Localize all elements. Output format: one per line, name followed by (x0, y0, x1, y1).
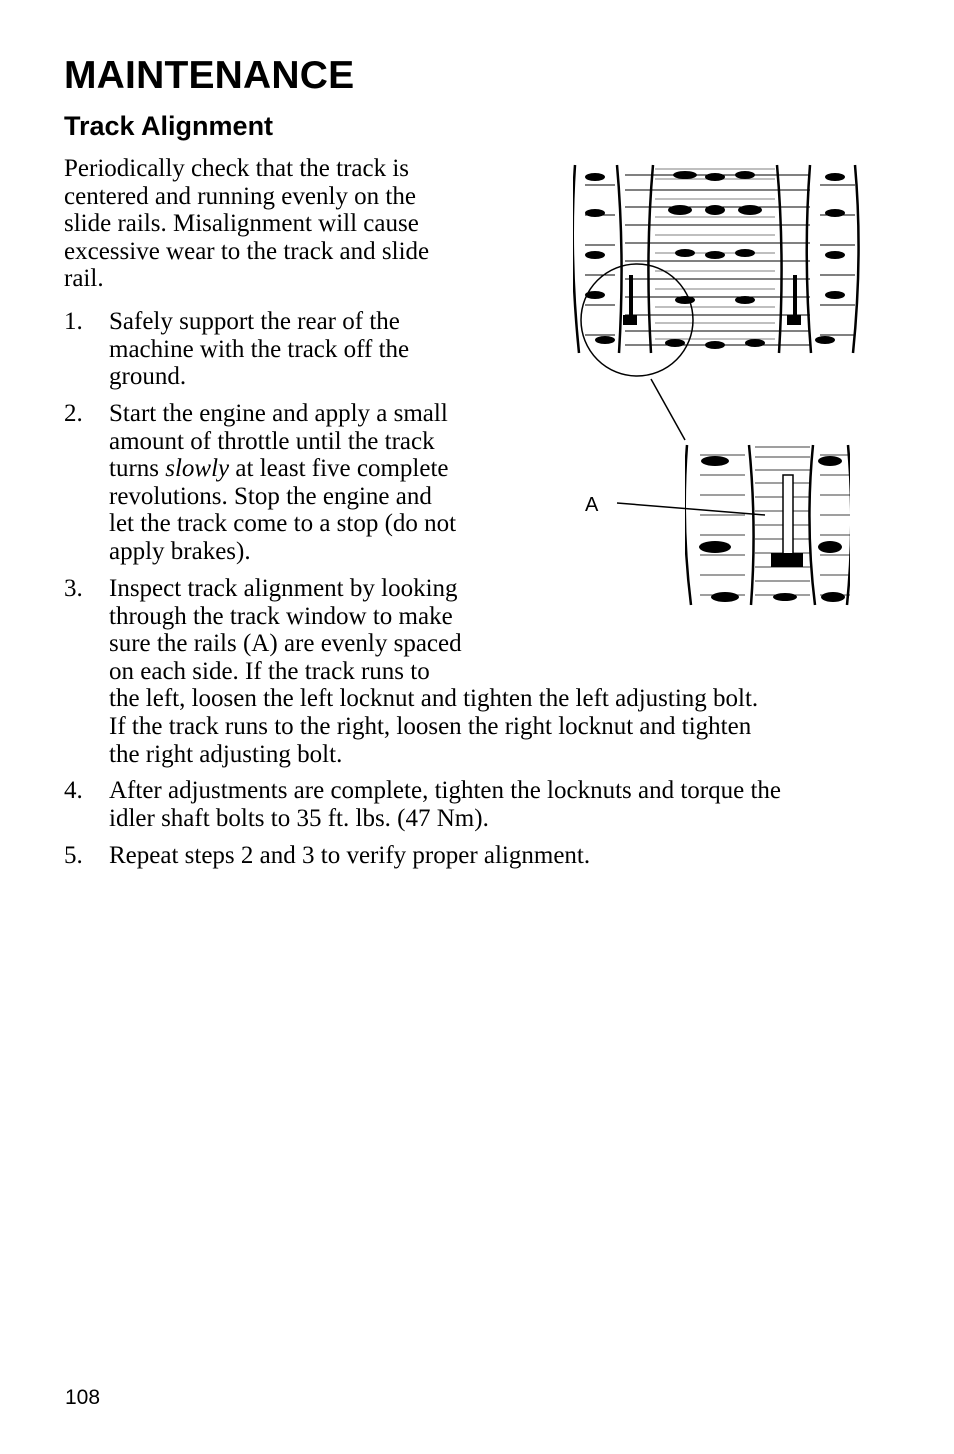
step-line: the left, loosen the left locknut and tighten the left adjusting bolt. (109, 685, 759, 713)
step-line: revolutions. Stop the engine and (109, 482, 432, 510)
callout-label-a: A (585, 494, 599, 516)
step-line: on each side. If the track runs to (109, 657, 430, 685)
intro-line: slide rails. Misalignment will cause (64, 210, 419, 238)
step-number: 2. (64, 400, 83, 427)
step-number: 3. (64, 575, 83, 602)
step-line: let the track come to a stop (do not (109, 510, 457, 538)
page-title: MAINTENANCE (64, 54, 355, 97)
step-2 (64, 400, 456, 566)
step-text (109, 842, 590, 870)
step-text (109, 308, 409, 391)
track-top-view (573, 161, 863, 357)
step-line: If the track runs to the right, loosen the right locknut and tighten (109, 712, 752, 740)
step-line: Inspect track alignment by looking (109, 575, 458, 602)
intro-paragraph (64, 155, 484, 293)
step-number: 5. (64, 842, 83, 869)
step-text (109, 400, 456, 566)
emphasis: slowly (165, 455, 230, 483)
step-line: Start the engine and apply a small (109, 400, 448, 427)
intro-line: centered and running evenly on the (64, 182, 416, 210)
step-line: sure the rails (A) are evenly spaced (109, 630, 462, 658)
step-1 (64, 308, 409, 391)
step-line: turns (109, 455, 166, 483)
step-line: After adjustments are complete, tighten the locknuts and torque the (109, 777, 782, 804)
step-line: idler shaft bolts to 35 ft. lbs. (47 Nm). (109, 804, 489, 832)
step-line: machine with the track off the (109, 335, 410, 363)
step-5 (64, 842, 590, 870)
track-detail-view (685, 440, 852, 607)
step-text (109, 777, 781, 832)
step-line: through the track window to make (109, 602, 453, 630)
step-4 (64, 777, 781, 832)
intro-line: Periodically check that the track is (64, 155, 410, 182)
track-illustration (565, 155, 865, 615)
intro-line: excessive wear to the track and slide (64, 237, 430, 265)
step-line: the right adjusting bolt. (109, 740, 343, 768)
step-line: Safely support the rear of the (109, 308, 400, 335)
step-number: 1. (64, 308, 83, 335)
page-number: 108 (65, 1386, 101, 1409)
step-line: apply brakes). (109, 537, 251, 565)
connector-line (651, 379, 685, 440)
intro-line: rail. (64, 265, 104, 293)
step-line: amount of throttle until the track (109, 427, 435, 455)
track-alignment-figure (565, 155, 865, 615)
step-line: ground. (109, 363, 187, 391)
section-title: Track Alignment (64, 111, 274, 141)
step-number: 4. (64, 777, 83, 804)
step-line: at least five complete (229, 455, 449, 483)
step-line: Repeat steps 2 and 3 to verify proper alignment. (109, 842, 591, 869)
